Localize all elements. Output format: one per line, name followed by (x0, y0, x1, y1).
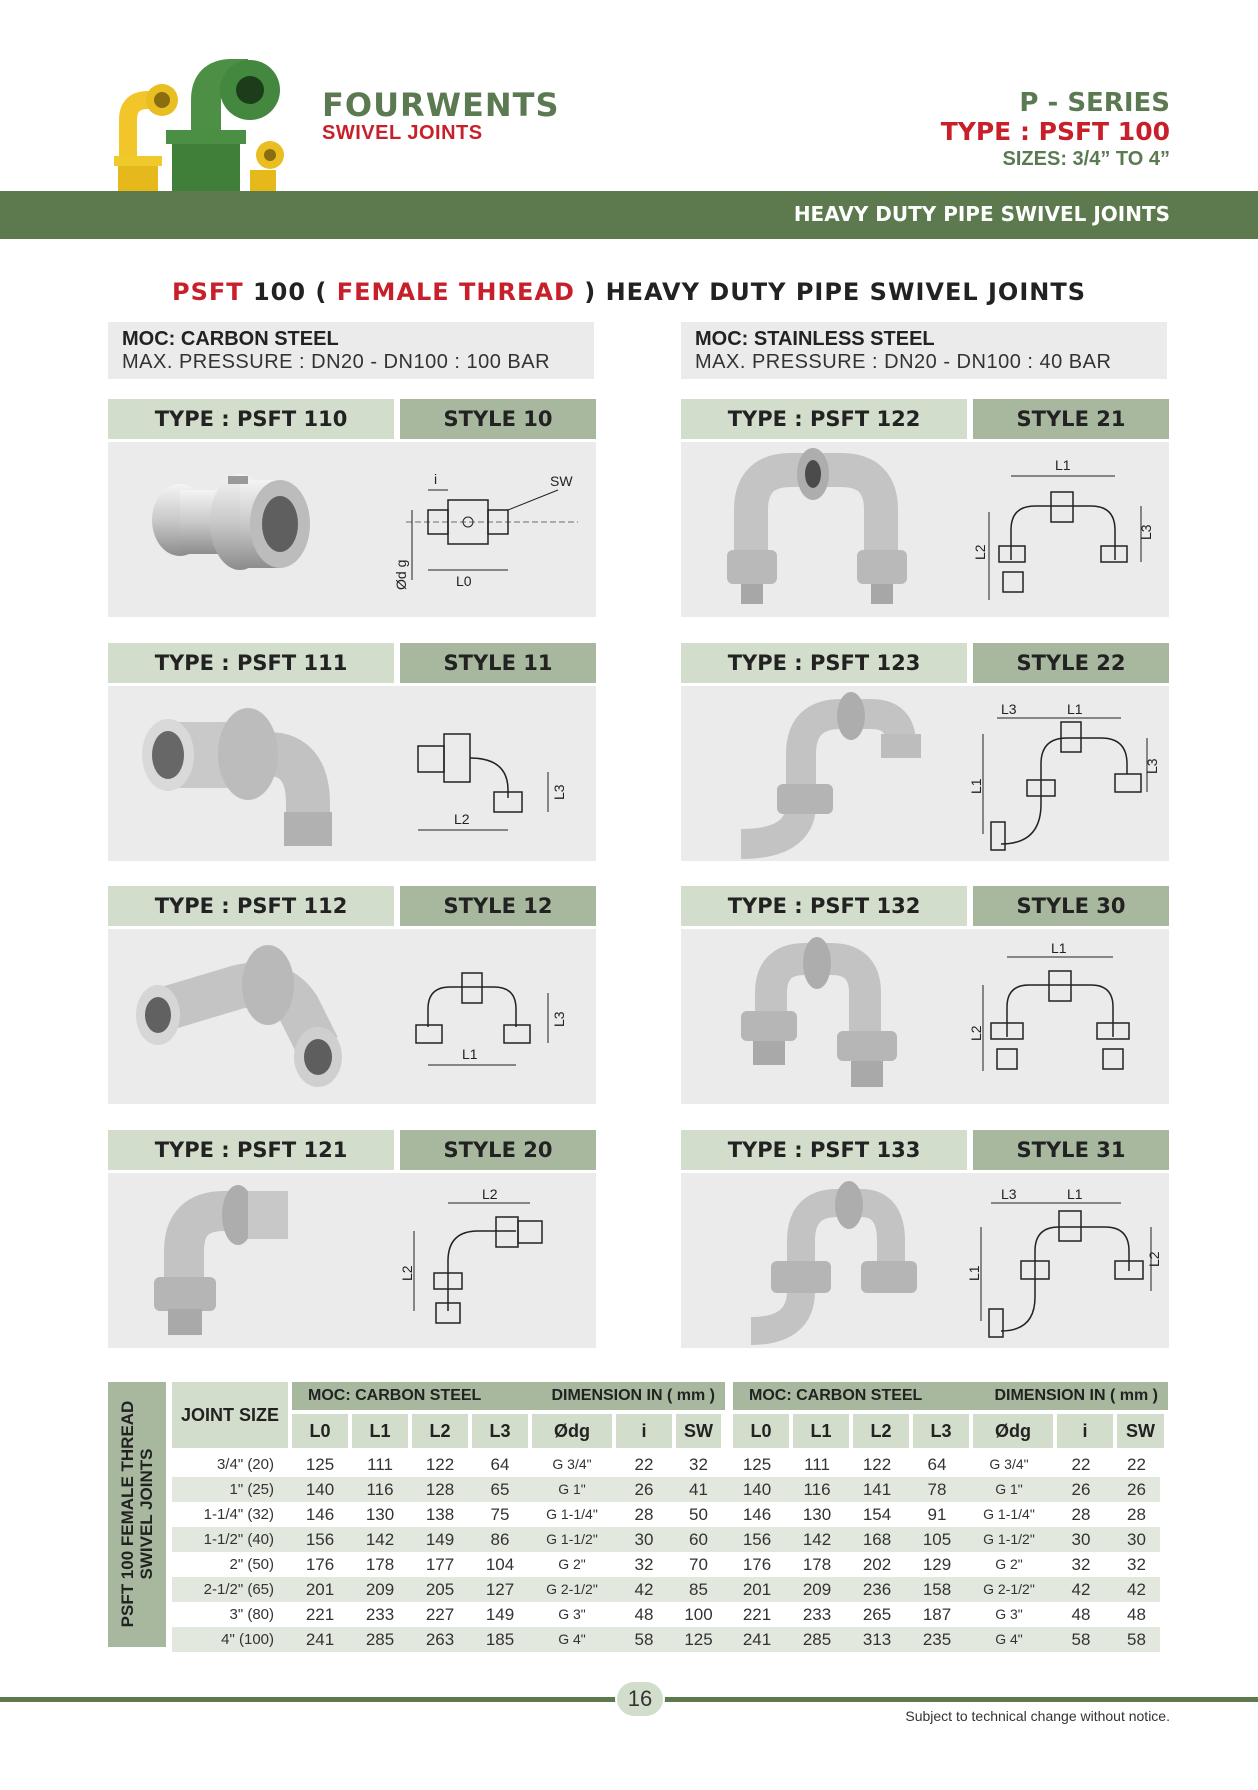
cell-right-i: 30 (1071, 1530, 1091, 1549)
group-header-left (292, 1382, 725, 1410)
col-header: i (1057, 1414, 1113, 1448)
card-body (681, 442, 1169, 617)
cell-right-l0: 146 (742, 1505, 772, 1524)
table-row (172, 1452, 1160, 1477)
dim-label: L3 (551, 784, 567, 800)
side-label-line1: PSFT 100 FEMALE THREAD (118, 1400, 137, 1628)
cell-left-dg: G 4" (558, 1631, 586, 1647)
cell-left-l0: 156 (305, 1530, 335, 1549)
card-body (108, 686, 596, 861)
dim-label: L2 (1146, 1251, 1162, 1267)
product-card-psft-133 (681, 1130, 1169, 1348)
cell-left-l3: 86 (490, 1530, 510, 1549)
cell-left-sw: 100 (684, 1605, 713, 1624)
dim-label: L1 (1055, 457, 1071, 473)
cell-right-i: 26 (1071, 1480, 1091, 1499)
joint-size-cell: 3" (80) (229, 1606, 274, 1623)
cell-right-l2: 265 (862, 1605, 892, 1624)
cell-right-dg: G 3" (995, 1606, 1023, 1622)
cell-right-sw: 28 (1127, 1505, 1146, 1524)
cell-left-sw: 85 (689, 1580, 708, 1599)
col-header: L3 (913, 1414, 969, 1448)
page-number: 16 (615, 1680, 665, 1718)
title-part-4: ) HEAVY DUTY PIPE SWIVEL JOINTS (574, 278, 1086, 306)
cell-right-sw: 32 (1127, 1555, 1146, 1574)
group-left-dim: DIMENSION IN ( mm ) (551, 1387, 715, 1404)
card-header (681, 1130, 1169, 1170)
cell-right-i: 32 (1071, 1555, 1091, 1574)
cell-right-sw: 48 (1127, 1605, 1146, 1624)
cell-left-l3: 149 (485, 1605, 515, 1624)
joint-photo (128, 450, 358, 610)
disclaimer: Subject to technical change without notice. (905, 1708, 1170, 1724)
cell-right-l0: 125 (742, 1455, 772, 1474)
cell-left-i: 26 (634, 1480, 654, 1499)
cell-right-l1: 178 (802, 1555, 832, 1574)
card-type: TYPE : PSFT 112 (108, 886, 394, 926)
card-style: STYLE 31 (973, 1130, 1169, 1170)
cell-right-i: 22 (1071, 1455, 1091, 1474)
cell-left-l0: 221 (305, 1605, 335, 1624)
card-type: TYPE : PSFT 121 (108, 1130, 394, 1170)
cell-right-sw: 30 (1127, 1530, 1146, 1549)
table-row (172, 1602, 1160, 1627)
moc-stainless-steel (681, 322, 1167, 379)
joint-size-cell: 2-1/2" (65) (203, 1581, 274, 1598)
cell-left-l0: 241 (305, 1630, 335, 1649)
dim-label: L1 (462, 1046, 478, 1062)
dim-label: L3 (551, 1011, 567, 1027)
cell-left-l1: 142 (365, 1530, 395, 1549)
col-header: Ødg (532, 1414, 612, 1448)
title-part-2: 100 ( (243, 278, 337, 306)
cell-left-i: 32 (634, 1555, 654, 1574)
card-header (108, 643, 596, 683)
cell-right-i: 28 (1071, 1505, 1091, 1524)
cell-right-l3: 78 (927, 1480, 947, 1499)
joint-photo (701, 450, 931, 610)
cell-left-l1: 178 (365, 1555, 395, 1574)
dim-label: L1 (966, 1265, 982, 1281)
joint-photo (701, 694, 931, 854)
card-type: TYPE : PSFT 123 (681, 643, 967, 683)
table-row (172, 1527, 1160, 1552)
dim-label: L3 (1001, 1186, 1017, 1202)
cell-left-l3: 127 (485, 1580, 515, 1599)
dim-label: L2 (972, 544, 988, 560)
cell-left-l3: 64 (490, 1455, 510, 1474)
cell-right-l1: 111 (804, 1455, 830, 1474)
column-headers-right (733, 1414, 1164, 1448)
cell-left-i: 28 (634, 1505, 654, 1524)
col-header: i (616, 1414, 672, 1448)
cell-right-l3: 235 (922, 1630, 952, 1649)
dim-label: L1 (1067, 701, 1083, 717)
dim-label: L3 (1001, 701, 1017, 717)
table-side-label-text (118, 1382, 156, 1647)
group-right-dim: DIMENSION IN ( mm ) (994, 1387, 1158, 1404)
technical-drawing (968, 694, 1161, 854)
cell-right-l3: 129 (922, 1555, 952, 1574)
cell-right-l0: 221 (742, 1605, 772, 1624)
cell-left-dg: G 3/4" (552, 1456, 592, 1472)
technical-drawing (968, 937, 1161, 1097)
joint-size-cell: 2" (50) (229, 1556, 274, 1573)
cell-right-dg: G 1-1/2" (983, 1531, 1035, 1547)
cell-right-i: 48 (1071, 1605, 1091, 1624)
header-band-text: HEAVY DUTY PIPE SWIVEL JOINTS (793, 202, 1170, 226)
card-header (108, 399, 596, 439)
cell-left-l2: 122 (425, 1455, 455, 1474)
product-card-psft-132 (681, 886, 1169, 1104)
cell-left-i: 58 (634, 1630, 654, 1649)
dim-label: L3 (1144, 758, 1160, 774)
cell-right-sw: 42 (1127, 1580, 1146, 1599)
series-type: TYPE : PSFT 100 (940, 117, 1170, 146)
card-header (681, 886, 1169, 926)
cell-left-sw: 50 (689, 1505, 708, 1524)
dim-label: L1 (1067, 1186, 1083, 1202)
cell-left-l3: 75 (490, 1505, 510, 1524)
joint-photo (128, 694, 358, 854)
cell-right-l0: 176 (742, 1555, 772, 1574)
cell-left-sw: 41 (689, 1480, 708, 1499)
cell-left-dg: G 1" (558, 1481, 586, 1497)
card-style: STYLE 21 (973, 399, 1169, 439)
cell-left-i: 22 (634, 1455, 654, 1474)
table-row (172, 1502, 1160, 1527)
joint-size-cell: 3/4" (20) (216, 1456, 274, 1473)
cell-right-dg: G 1-1/4" (983, 1506, 1035, 1522)
technical-drawing (398, 1181, 588, 1341)
card-body (681, 1173, 1169, 1348)
cell-left-l0: 125 (305, 1455, 335, 1474)
series-sizes: SIZES: 3/4” TO 4” (1002, 148, 1170, 170)
cell-left-dg: G 1-1/2" (546, 1531, 598, 1547)
card-body (108, 442, 596, 617)
col-header: Ødg (973, 1414, 1053, 1448)
cell-left-l2: 263 (425, 1630, 455, 1649)
brand-name: FOURWENTS (322, 86, 560, 124)
joint-size-cell: 1-1/2" (40) (203, 1531, 274, 1548)
side-label-line2: SWIVEL JOINTS (137, 1448, 156, 1580)
group-right-moc: MOC: CARBON STEEL (749, 1387, 923, 1404)
dim-label: L1 (1051, 940, 1067, 956)
col-header: SW (1117, 1414, 1164, 1448)
product-card-psft-112 (108, 886, 596, 1104)
title-part-1: PSFT (171, 278, 244, 306)
cell-right-l3: 158 (922, 1580, 952, 1599)
cell-left-l2: 227 (425, 1605, 455, 1624)
cell-left-l1: 111 (367, 1455, 393, 1474)
joint-size-cell: 1" (25) (229, 1481, 274, 1498)
cell-right-l3: 64 (927, 1455, 947, 1474)
cell-right-i: 58 (1071, 1630, 1091, 1649)
cell-right-l3: 91 (927, 1505, 947, 1524)
cell-right-l0: 156 (742, 1530, 772, 1549)
cell-left-i: 30 (634, 1530, 654, 1549)
card-style: STYLE 22 (973, 643, 1169, 683)
cell-right-dg: G 3/4" (989, 1456, 1029, 1472)
dim-label: Ød g (393, 559, 409, 590)
cell-left-i: 48 (634, 1605, 654, 1624)
card-body (108, 1173, 596, 1348)
cell-right-l2: 236 (862, 1580, 892, 1599)
cell-right-l3: 187 (922, 1605, 952, 1624)
joint-size-header: JOINT SIZE (172, 1382, 288, 1448)
dim-label: L0 (456, 573, 472, 589)
cell-left-l2: 149 (425, 1530, 455, 1549)
cell-right-l2: 202 (862, 1555, 892, 1574)
cell-right-l1: 233 (802, 1605, 832, 1624)
cell-left-l0: 201 (305, 1580, 335, 1599)
dim-label: L2 (968, 1025, 984, 1041)
col-header: L1 (352, 1414, 408, 1448)
col-header: L2 (412, 1414, 468, 1448)
joint-size-cell: 1-1/4" (32) (203, 1506, 274, 1523)
technical-drawing (398, 694, 588, 854)
card-body (108, 929, 596, 1104)
cell-left-l1: 285 (365, 1630, 395, 1649)
joint-photo (128, 937, 358, 1097)
cell-right-l3: 105 (922, 1530, 952, 1549)
cell-right-i: 42 (1071, 1580, 1091, 1599)
table-row (172, 1552, 1160, 1577)
cell-left-sw: 70 (689, 1555, 708, 1574)
technical-drawing (393, 450, 588, 610)
dim-label: L2 (454, 811, 470, 827)
cell-left-sw: 60 (689, 1530, 708, 1549)
cell-right-sw: 26 (1127, 1480, 1146, 1499)
moc-right-line2: MAX. PRESSURE : DN20 - DN100 : 40 BAR (695, 351, 1112, 373)
cell-left-l3: 185 (485, 1630, 515, 1649)
cell-right-l2: 154 (862, 1505, 892, 1524)
series-name: P - SERIES (1019, 88, 1170, 118)
cell-left-l0: 140 (305, 1480, 335, 1499)
moc-right-line1: MOC: STAINLESS STEEL (695, 328, 935, 350)
col-header: L0 (292, 1414, 348, 1448)
cell-left-l0: 176 (305, 1555, 335, 1574)
cell-right-dg: G 2" (995, 1556, 1023, 1572)
product-card-psft-121 (108, 1130, 596, 1348)
cell-left-l0: 146 (305, 1505, 335, 1524)
cell-left-dg: G 3" (558, 1606, 586, 1622)
table-row (172, 1577, 1160, 1602)
dim-label: L2 (399, 1265, 415, 1281)
card-type: TYPE : PSFT 132 (681, 886, 967, 926)
technical-drawing (971, 450, 1161, 610)
joint-photo (701, 1181, 931, 1341)
cell-left-l2: 205 (425, 1580, 455, 1599)
col-header: L2 (853, 1414, 909, 1448)
group-left-moc: MOC: CARBON STEEL (308, 1387, 482, 1404)
cell-left-l1: 130 (365, 1505, 395, 1524)
cell-right-dg: G 2-1/2" (983, 1581, 1035, 1597)
technical-drawing (966, 1181, 1162, 1341)
product-card-psft-110 (108, 399, 596, 617)
cell-left-l3: 104 (485, 1555, 515, 1574)
col-header: SW (676, 1414, 721, 1448)
cell-right-l0: 241 (742, 1630, 772, 1649)
card-style: STYLE 20 (400, 1130, 596, 1170)
product-card-psft-123 (681, 643, 1169, 861)
cell-left-i: 42 (634, 1580, 654, 1599)
cell-left-sw: 32 (689, 1455, 708, 1474)
joint-photo (128, 1181, 358, 1341)
card-header (108, 886, 596, 926)
card-style: STYLE 11 (400, 643, 596, 683)
cell-right-l0: 140 (742, 1480, 772, 1499)
joint-photo (701, 937, 931, 1097)
cell-right-l1: 209 (802, 1580, 832, 1599)
cell-left-l3: 65 (490, 1480, 510, 1499)
cell-left-l1: 233 (365, 1605, 395, 1624)
dim-label: SW (550, 473, 573, 489)
cell-right-l2: 313 (862, 1630, 892, 1649)
card-body (681, 929, 1169, 1104)
col-header: L0 (733, 1414, 789, 1448)
cell-right-l0: 201 (742, 1580, 772, 1599)
cell-left-l2: 128 (425, 1480, 455, 1499)
brand-subtitle: SWIVEL JOINTS (322, 122, 483, 144)
technical-drawing (398, 937, 588, 1097)
cell-right-l2: 122 (862, 1455, 892, 1474)
column-headers-left (292, 1414, 721, 1448)
card-style: STYLE 10 (400, 399, 596, 439)
card-style: STYLE 30 (973, 886, 1169, 926)
cell-left-dg: G 2-1/2" (546, 1581, 598, 1597)
cell-right-dg: G 1" (995, 1481, 1023, 1497)
dim-label: L2 (482, 1186, 498, 1202)
cell-right-l1: 285 (802, 1630, 832, 1649)
card-type: TYPE : PSFT 133 (681, 1130, 967, 1170)
cell-right-l1: 130 (802, 1505, 832, 1524)
card-header (681, 643, 1169, 683)
card-header (681, 399, 1169, 439)
product-card-psft-122 (681, 399, 1169, 617)
cell-left-l1: 116 (366, 1480, 394, 1499)
col-header: L3 (472, 1414, 528, 1448)
dim-label: L3 (1138, 524, 1154, 540)
col-header: L1 (793, 1414, 849, 1448)
series-info (941, 88, 1170, 172)
group-header-right (733, 1382, 1168, 1410)
cell-right-sw: 58 (1127, 1630, 1146, 1649)
card-header (108, 1130, 596, 1170)
cell-right-l2: 141 (862, 1480, 892, 1499)
cell-left-dg: G 2" (558, 1556, 586, 1572)
table-row (172, 1627, 1160, 1652)
card-body (681, 686, 1169, 861)
cell-right-dg: G 4" (995, 1631, 1023, 1647)
card-type: TYPE : PSFT 122 (681, 399, 967, 439)
cell-right-l1: 116 (803, 1480, 831, 1499)
card-type: TYPE : PSFT 111 (108, 643, 394, 683)
cell-left-sw: 125 (684, 1630, 713, 1649)
moc-left-line2: MAX. PRESSURE : DN20 - DN100 : 100 BAR (122, 351, 551, 373)
page-title (0, 278, 1258, 306)
joint-size-cell: 4" (100) (221, 1631, 274, 1648)
dim-label: L1 (968, 778, 984, 794)
product-card-psft-111 (108, 643, 596, 861)
title-part-3: FEMALE THREAD (336, 278, 575, 306)
cell-left-l1: 209 (365, 1580, 395, 1599)
brand (322, 88, 560, 144)
cell-left-l2: 138 (425, 1505, 455, 1524)
cell-right-l2: 168 (862, 1530, 892, 1549)
card-type: TYPE : PSFT 110 (108, 399, 394, 439)
cell-left-l2: 177 (425, 1555, 455, 1574)
cell-right-sw: 22 (1127, 1455, 1146, 1474)
cell-right-l1: 142 (802, 1530, 832, 1549)
moc-carbon-steel (108, 322, 594, 379)
table-row (172, 1477, 1160, 1502)
card-style: STYLE 12 (400, 886, 596, 926)
cell-left-dg: G 1-1/4" (546, 1506, 598, 1522)
dim-label: i (434, 471, 438, 487)
moc-left-line1: MOC: CARBON STEEL (122, 328, 339, 350)
